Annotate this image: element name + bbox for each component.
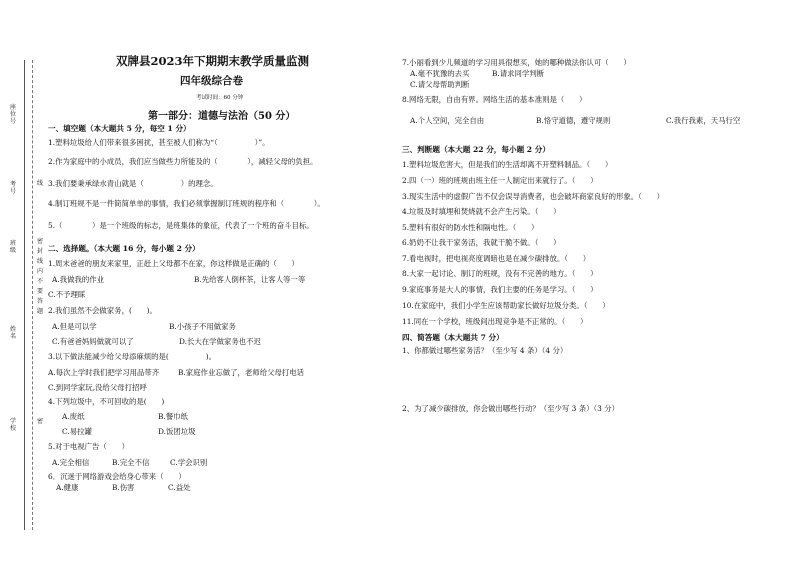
judge-question: 9.家庭事务是大人的事情，我们主要的任务是学习。（ ） xyxy=(402,285,598,294)
choice-option: C.不予理睬 xyxy=(48,290,86,299)
choice-option: C.有爸爸妈妈做就可以了 xyxy=(52,337,134,346)
choice-option: D.长大在学做家务也不迟 xyxy=(179,337,261,346)
choice-question: 3.以下做法能减少给父母添麻烦的是( )。 xyxy=(48,352,217,361)
choice-option: B.请求同学判断 xyxy=(492,69,545,78)
name-label: 姓名 xyxy=(9,326,16,340)
judge-question: 5.塑料有很好的防水性和隔电性。（ ） xyxy=(402,223,539,232)
exam-subtitle: 四年级综合卷 xyxy=(180,75,243,87)
seal-word: 答 xyxy=(36,298,43,305)
choice-option: A.个人空间，完全自由 xyxy=(410,116,485,125)
school-label: 学校 xyxy=(9,418,16,432)
line-mark: 线 xyxy=(36,180,43,187)
choice-option: C.请父母帮助判断 xyxy=(410,80,470,89)
seal-mark: 密 xyxy=(36,418,43,425)
seal-words xyxy=(36,238,44,315)
choice-question: 2.我们虽然不会做家务，( )。 xyxy=(48,306,157,315)
choice-option: C.学会识别 xyxy=(170,458,208,467)
choice-option: B.恪守道德，遵守规则 xyxy=(536,116,611,125)
judge-question: 2.四（一）班的班规由班主任一人制定出来就行了。（ ） xyxy=(402,176,598,185)
choice-question: 7.小丽看到少儿频道的学习用具很想买，她的哪种做法你认可（ ） xyxy=(402,58,631,67)
choice-option: A.完全相信 xyxy=(52,458,90,467)
judge-question: 1.塑料垃圾危害大，但是我们的生活却离不开塑料制品。（ ） xyxy=(402,160,613,169)
fill-question: 4.制订班规不是一件简简单单的事情，我们必须掌握制订班规的程序和（ ）。 xyxy=(48,199,325,208)
short-answer-question: 2、为了减少碳排放，你会做出哪些行动？（至少写 3 条）（3 分） xyxy=(402,404,620,413)
judge-question: 7.看电视时，把电视亮度调暗也是在减少碳排放。（ ） xyxy=(402,254,591,263)
choice-option: C.到同学家玩,没给父母打招呼 xyxy=(48,383,147,392)
choice-question: 5.对于电视广告（ ） xyxy=(48,442,129,451)
section-heading: 二、选择题。（本大题 16 分，每小题 2 分） xyxy=(48,244,200,253)
choice-option: A.毫不犹豫的去买 xyxy=(410,69,470,78)
fill-question: 3.我们要秉承绿水青山就是（ ）的理念。 xyxy=(48,179,218,188)
judge-question: 10.在家庭中，我们小学生应该帮助家长做好垃圾分类。（ ） xyxy=(402,301,610,310)
section-heading: 三、判断题（本大题 22 分，每小题 2 分） xyxy=(402,145,550,154)
class-label: 班级 xyxy=(9,240,16,254)
exam-time: 考试时间：60 分钟 xyxy=(196,95,244,101)
choice-option: B.完全不信 xyxy=(112,458,150,467)
choice-option: A.我做我的作业 xyxy=(52,275,105,284)
choice-option: B.先给客人倒杯茶，让客人等一等 xyxy=(194,275,306,284)
seal-word: 题 xyxy=(36,308,43,315)
choice-option: B.餐巾纸 xyxy=(158,412,188,421)
judge-question: 6.奶奶不让我干家务活，我就干脆不做。（ ） xyxy=(402,238,561,247)
exam-title: 双牌县2023年下期期末教学质量监测 xyxy=(116,54,310,68)
choice-option: A.但是可以学 xyxy=(52,322,97,331)
binding-fold-line xyxy=(32,60,33,530)
choice-option: B.家庭作业忘做了，老师给父母打电话 xyxy=(178,368,305,377)
section-heading: 四、简答题（本大题共 7 分） xyxy=(402,333,504,342)
seal-word: 封 xyxy=(36,248,43,255)
choice-option: A.健康 xyxy=(56,483,79,492)
fill-question: 2.作为家庭中的小成员，我们应当做些力所能及的（ ），减轻父母的负担。 xyxy=(48,157,318,166)
fill-question: 5.（ ）是一个班级的标志，是班集体的象征，代表了一个班的奋斗目标。 xyxy=(48,221,314,230)
choice-question: 4.下列垃圾中，不可回收的是( ) xyxy=(48,397,165,406)
seat-label: 座位号 xyxy=(9,104,16,125)
seal-word: 要 xyxy=(36,288,43,295)
judge-question: 8.大家一起讨论、制订的班规，没有不完善的地方。（ ） xyxy=(402,269,598,278)
choice-option: D.饭团垃圾 xyxy=(158,427,196,436)
choice-option: B.伤害 xyxy=(112,483,135,492)
choice-option: C.我行我素，天马行空 xyxy=(666,116,741,125)
choice-question: 1.周末爸爸的朋友来家里，正赶上父母都不在家，你这样做是正确的（ ） xyxy=(48,259,299,268)
part-title: 第一部分：道德与法治（50 分） xyxy=(148,111,296,122)
choice-question: 8.网络无限，自由有界。网络生活的基本准则是（ ） xyxy=(402,95,587,104)
binding-rule-left xyxy=(24,60,25,530)
seal-word: 密 xyxy=(36,238,43,245)
seal-word: 内 xyxy=(36,268,43,275)
judge-question: 4.垃圾及时填埋和焚烧就不会产生污染。（ ） xyxy=(402,207,561,216)
choice-option: A.每次上学时我们把学习用品带齐 xyxy=(48,368,160,377)
choice-option: C.易拉罐 xyxy=(62,427,92,436)
short-answer-question: 1、你都做过哪些家务活？（至少写 4 条）（4 分） xyxy=(402,346,568,355)
section-heading: 一、填空题（本大题共 5 分，每空 1 分） xyxy=(48,124,191,133)
judge-question: 3.现实生活中的虚假广告不仅会误导消费者，也会破坏商家良好的形象。（ ） xyxy=(402,192,665,201)
judge-question: 11.同在一个学校，班级间出现竞争是不正常的。（ ） xyxy=(402,317,588,326)
choice-option: C.益处 xyxy=(168,483,191,492)
choice-question: 6．沉迷于网络游戏会给身心带来（ ） xyxy=(48,472,186,481)
fill-question: 1.塑料垃圾给人们带来很多困扰，甚至被人们称为“（ ）”。 xyxy=(48,138,270,147)
choice-option: B.小孩子不用做家务 xyxy=(169,322,236,331)
seal-word: 线 xyxy=(36,258,43,265)
exam-no-label: 考号 xyxy=(9,181,16,195)
seal-word: 不 xyxy=(36,278,43,285)
choice-option: A.废纸 xyxy=(62,412,85,421)
